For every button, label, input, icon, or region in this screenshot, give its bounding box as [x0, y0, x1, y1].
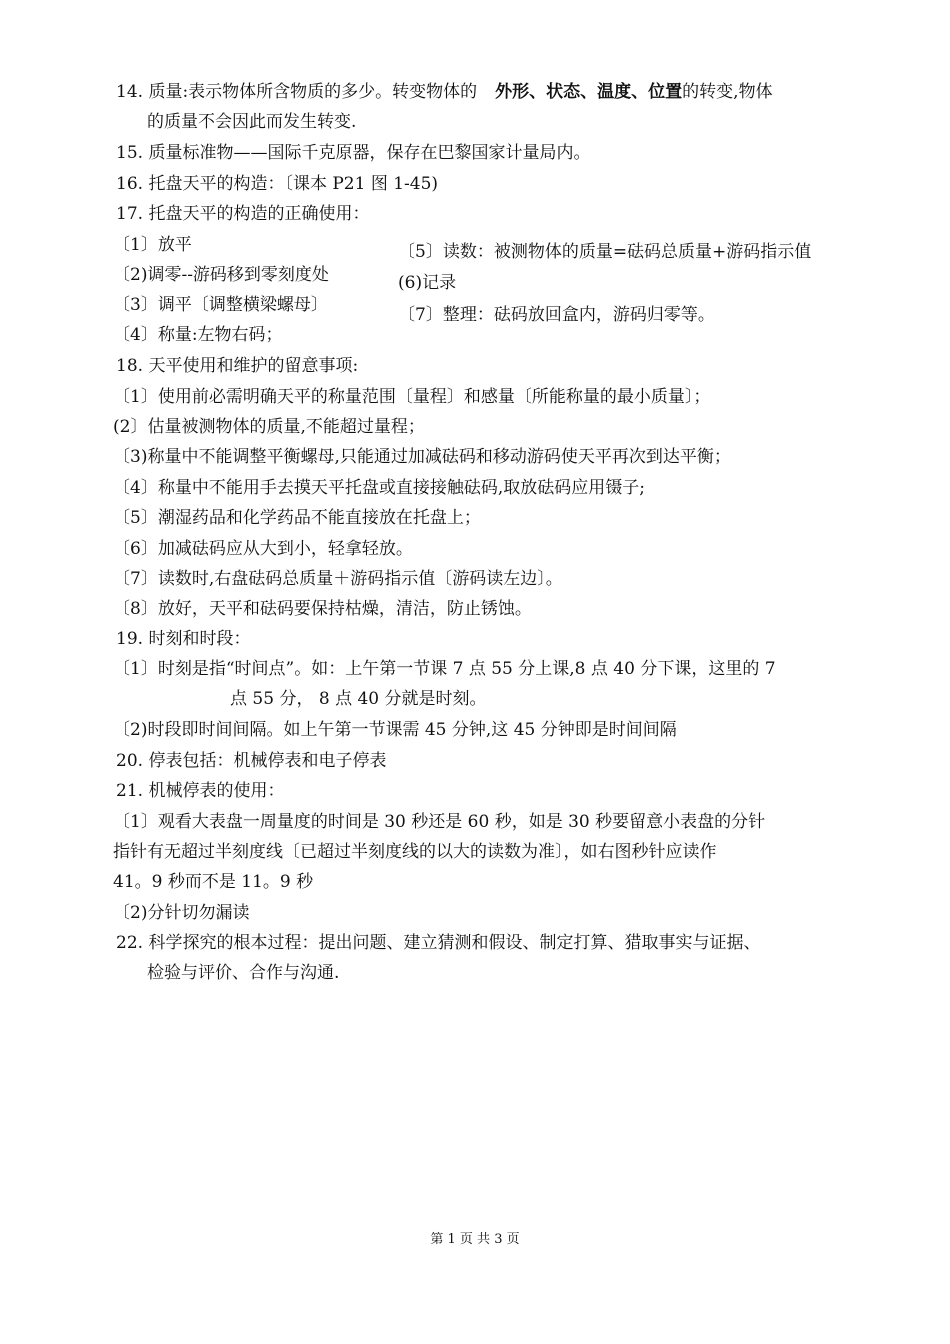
item-18-title: 18. 天平使用和维护的留意事项:	[116, 356, 359, 376]
item-14-text: 14. 质量:表示物体所含物质的多少。转变物体的	[116, 82, 478, 102]
item-18-note-6: 〔6〕加减砝码应从大到小，轻拿轻放。	[113, 539, 413, 559]
item-18-note-8: 〔8〕放好，天平和砝码要保持枯燥，清洁，防止锈蚀。	[113, 599, 532, 619]
bold-zhuangtai: 状态	[546, 82, 581, 102]
separator: 、	[631, 82, 649, 102]
item-17-step-6: (6)记录	[398, 273, 457, 293]
bold-weizhi: 位置	[648, 82, 683, 102]
item-17-step-1: 〔1〕放平	[113, 235, 192, 255]
item-15: 15. 质量标准物——国际千克原器，保存在巴黎国家计量局内。	[116, 143, 591, 163]
bold-waixing: 外形	[495, 82, 530, 102]
item-18-note-7: 〔7〕读数时,右盘砝码总质量＋游码指示值〔游码读左边〕。	[113, 569, 563, 589]
item-17-title: 17. 托盘天平的构造的正确使用：	[116, 204, 370, 224]
item-21-note-1-line2: 指针有无超过半刻度线〔已超过半刻度线的以大的读数为准〕，如右图秒针应读作	[113, 842, 717, 862]
bold-wendu: 温度	[597, 82, 632, 102]
item-17-step-5: 〔5〕读数：被测物体的质量=砝码总质量+游码指示值	[398, 242, 812, 262]
item-14-line2: 的质量不会因此而发生转变.	[147, 112, 357, 132]
item-18-note-3: 〔3)称量中不能调整平衡螺母,只能通过加减砝码和移动游码使天平再次到达平衡；	[113, 447, 731, 467]
item-18-note-1: 〔1〕使用前必需明确天平的称量范围〔量程〕和感量〔所能称量的最小质量〕；	[113, 387, 711, 407]
item-21-note-2: 〔2)分针切勿漏读	[113, 903, 250, 923]
item-17-step-2: 〔2)调零--游码移到零刻度处	[113, 265, 329, 285]
item-19-note-2: 〔2)时段即时间间隔。如上午第一节课需 45 分钟,这 45 分钟即是时间间隔	[113, 720, 677, 740]
item-17-step-7: 〔7〕整理：砝码放回盒内，游码归零等。	[398, 305, 715, 325]
page-footer: 第 1 页 共 3 页	[430, 1232, 520, 1247]
separator: 、	[529, 82, 547, 102]
separator: 、	[580, 82, 598, 102]
item-19-note-1-line2: 点 55 分， 8 点 40 分就是时刻。	[230, 689, 487, 709]
item-18-note-2: (2〕估量被测物体的质量,不能超过量程；	[113, 417, 425, 437]
item-14-line1	[116, 80, 773, 104]
item-18-note-5: 〔5〕潮湿药品和化学药品不能直接放在托盘上；	[113, 508, 481, 528]
item-22-line1: 22. 科学探究的根本过程：提出问题、建立猜测和假设、制定打算、猎取事实与证据、	[116, 933, 761, 953]
item-21-title: 21. 机械停表的使用：	[116, 781, 285, 801]
item-22-line2: 检验与评价、合作与沟通.	[147, 963, 340, 983]
item-17-step-4: 〔4〕称量:左物右码；	[113, 325, 283, 345]
item-18-note-4: 〔4〕称量中不能用手去摸天平托盘或直接接触砝码,取放砝码应用镊子;	[113, 478, 645, 498]
item-14-end: 的转变,物体	[682, 82, 773, 102]
item-19-note-1-line1: 〔1〕时刻是指“时间点”。如：上午第一节课 7 点 55 分上课,8 点 40 分下课，这里的 7	[113, 659, 776, 679]
item-20: 20. 停表包括：机械停表和电子停表	[116, 751, 387, 771]
item-21-note-1-line1: 〔1〕观看大表盘一周量度的时间是 30 秒还是 60 秒，如是 30 秒要留意小表盘的分针	[113, 812, 766, 832]
item-19-title: 19. 时刻和时段：	[116, 629, 251, 649]
item-17-step-3: 〔3〕调平〔调整横梁螺母〕	[113, 295, 328, 315]
item-16: 16. 托盘天平的构造：〔课本 P21 图 1-45)	[116, 174, 439, 194]
item-21-note-1-line3: 41。9 秒而不是 11。9 秒	[113, 872, 314, 892]
